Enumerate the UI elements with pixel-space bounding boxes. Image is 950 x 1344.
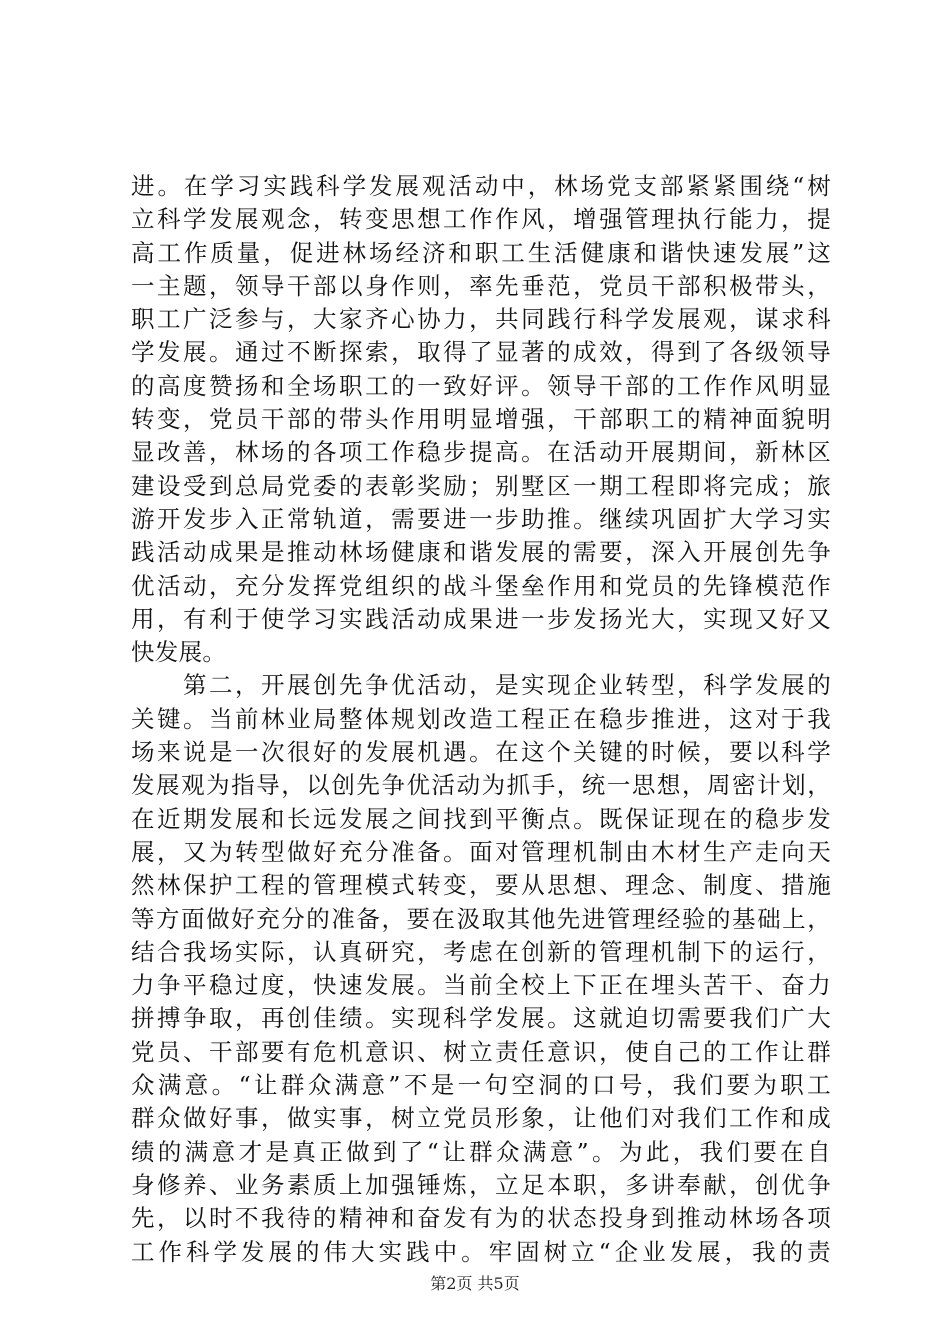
text-line: 关键。当前林业局整体规划改造工程正在稳步推进，这对于我	[131, 704, 831, 733]
text-line: 建设受到总局党委的表彰奖励；别墅区一期工程即将完成；旅	[131, 471, 831, 500]
text-line: 群众做好事，做实事，树立党员形象，让他们对我们工作和成	[131, 1104, 831, 1133]
text-line: 优活动，充分发挥党组织的战斗堡垒作用和党员的先锋模范作	[131, 571, 831, 600]
text-line: 第二，开展创先争优活动，是实现企业转型，科学发展的	[131, 671, 831, 700]
text-line: 众满意。“让群众满意”不是一句空洞的口号，我们要为职工	[131, 1071, 831, 1100]
text-line: 先，以时不我待的精神和奋发有为的状态投身到推动林场各项	[131, 1204, 831, 1233]
text-line: 在近期发展和长远发展之间找到平衡点。既保证现在的稳步发	[131, 804, 831, 833]
text-line: 用，有利于使学习实践活动成果进一步发扬光大，实现又好又	[131, 604, 831, 633]
text-line: 工作科学发展的伟大实践中。牢固树立“企业发展，我的责	[131, 1237, 831, 1266]
text-line: 立科学发展观念，转变思想工作作风，增强管理执行能力，提	[131, 205, 831, 234]
page-number-footer: 第2页 共5页	[430, 1274, 520, 1293]
text-line: 展，又为转型做好充分准备。面对管理机制由木材生产走向天	[131, 837, 831, 866]
text-line: 显改善，林场的各项工作稳步提高。在活动开展期间，新林区	[131, 438, 831, 467]
text-line: 等方面做好充分的准备，要在汲取其他先进管理经验的基础上，	[131, 904, 831, 933]
text-line: 游开发步入正常轨道，需要进一步助推。继续巩固扩大学习实	[131, 504, 831, 533]
text-line: 高工作质量，促进林场经济和职工生活健康和谐快速发展”这	[131, 238, 831, 267]
text-line: 践活动成果是推动林场健康和谐发展的需要，深入开展创先争	[131, 538, 831, 567]
text-line: 转变，党员干部的带头作用明显增强，干部职工的精神面貌明	[131, 405, 831, 434]
text-line: 绩的满意才是真正做到了“让群众满意”。为此，我们要在自	[131, 1137, 831, 1166]
text-line: 拼搏争取，再创佳绩。实现科学发展。这就迫切需要我们广大	[131, 1004, 831, 1033]
text-line: 快发展。	[131, 638, 227, 667]
text-line: 发展观为指导，以创先争优活动为抓手，统一思想，周密计划，	[131, 771, 831, 800]
text-line: 结合我场实际，认真研究，考虑在创新的管理机制下的运行，	[131, 937, 831, 966]
text-line: 职工广泛参与，大家齐心协力，共同践行科学发展观，谋求科	[131, 305, 831, 334]
text-line: 场来说是一次很好的发展机遇。在这个关键的时候，要以科学	[131, 738, 831, 767]
text-line: 的高度赞扬和全场职工的一致好评。领导干部的工作作风明显	[131, 371, 831, 400]
text-line: 一主题，领导干部以身作则，率先垂范，党员干部积极带头，	[131, 271, 831, 300]
text-line: 学发展。通过不断探索，取得了显著的成效，得到了各级领导	[131, 338, 831, 367]
document-body	[131, 170, 831, 1269]
text-line: 进。在学习实践科学发展观活动中，林场党支部紧紧围绕“树	[131, 172, 831, 200]
text-line: 力争平稳过度，快速发展。当前全校上下正在埋头苦干、奋力	[131, 971, 831, 1000]
text-line: 身修养、业务素质上加强锤炼，立足本职，多讲奉献，创优争	[131, 1170, 831, 1199]
text-line: 然林保护工程的管理模式转变，要从思想、理念、制度、措施	[131, 871, 831, 900]
text-line: 党员、干部要有危机意识、树立责任意识，使自己的工作让群	[131, 1037, 831, 1066]
